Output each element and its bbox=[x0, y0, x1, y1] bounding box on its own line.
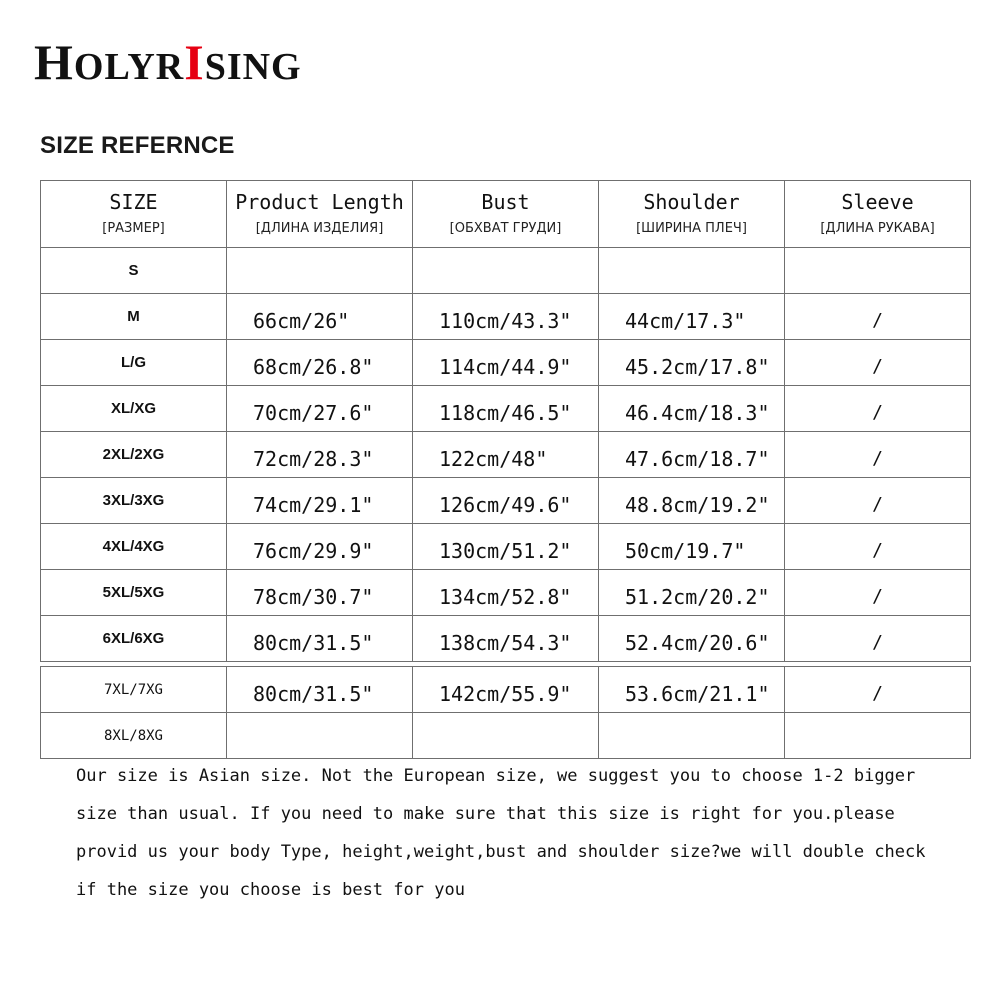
header-label: Product Length bbox=[235, 190, 404, 214]
length-value: 66cm/26" bbox=[227, 294, 413, 340]
table-row bbox=[41, 248, 971, 294]
sleeve-value bbox=[785, 248, 971, 294]
sleeve-value: / bbox=[785, 294, 971, 340]
table-row bbox=[41, 478, 971, 524]
header-label: Sleeve bbox=[841, 190, 914, 214]
header-label: Bust bbox=[481, 190, 530, 214]
length-value: 70cm/27.6" bbox=[227, 386, 413, 432]
bust-value: 134cm/52.8" bbox=[413, 570, 599, 616]
shoulder-value: 46.4cm/18.3" bbox=[599, 386, 785, 432]
length-value: 78cm/30.7" bbox=[227, 570, 413, 616]
table-row bbox=[41, 524, 971, 570]
page-title: SIZE REFERNCE bbox=[40, 132, 235, 159]
bust-value: 142cm/55.9" bbox=[413, 667, 599, 713]
brand-logo bbox=[34, 36, 302, 88]
shoulder-value: 47.6cm/18.7" bbox=[599, 432, 785, 478]
length-value: 74cm/29.1" bbox=[227, 478, 413, 524]
sleeve-value: / bbox=[785, 616, 971, 662]
sleeve-value: / bbox=[785, 432, 971, 478]
size-note bbox=[76, 757, 981, 909]
length-value: 68cm/26.8" bbox=[227, 340, 413, 386]
size-label: 2XL/2XG bbox=[41, 432, 227, 478]
header-sublabel: [ШИРИНА ПЛЕЧ] bbox=[636, 221, 747, 236]
bust-value: 122cm/48" bbox=[413, 432, 599, 478]
table-row bbox=[41, 570, 971, 616]
bust-value bbox=[413, 248, 599, 294]
header-sublabel: [ДЛИНА ИЗДЕЛИЯ] bbox=[255, 221, 384, 236]
sleeve-value: / bbox=[785, 570, 971, 616]
note-line: size than usual. If you need to make sure that this size is right for you.please bbox=[76, 804, 895, 824]
table-row bbox=[41, 713, 971, 759]
length-value bbox=[227, 248, 413, 294]
header-sublabel: [ОБХВАТ ГРУДИ] bbox=[449, 221, 562, 236]
length-value: 76cm/29.9" bbox=[227, 524, 413, 570]
header-label: SIZE bbox=[109, 190, 158, 214]
size-label: 8XL/8XG bbox=[41, 713, 227, 759]
table-row bbox=[41, 294, 971, 340]
length-value: 80cm/31.5" bbox=[227, 667, 413, 713]
bust-value: 138cm/54.3" bbox=[413, 616, 599, 662]
size-label: 7XL/7XG bbox=[41, 667, 227, 713]
logo-letters-sing: SING bbox=[204, 46, 302, 88]
sleeve-value: / bbox=[785, 667, 971, 713]
shoulder-value: 52.4cm/20.6" bbox=[599, 616, 785, 662]
shoulder-value: 50cm/19.7" bbox=[599, 524, 785, 570]
shoulder-value bbox=[599, 713, 785, 759]
size-label: L/G bbox=[41, 340, 227, 386]
header-size bbox=[41, 181, 227, 248]
note-line: provid us your body Type, height,weight,bust and shoulder size?we will double check bbox=[76, 842, 926, 862]
shoulder-value: 53.6cm/21.1" bbox=[599, 667, 785, 713]
size-label: 4XL/4XG bbox=[41, 524, 227, 570]
table-row bbox=[41, 386, 971, 432]
table-row bbox=[41, 667, 971, 713]
size-label: 6XL/6XG bbox=[41, 616, 227, 662]
sleeve-value: / bbox=[785, 386, 971, 432]
table-row bbox=[41, 616, 971, 662]
note-line: if the size you choose is best for you bbox=[76, 880, 465, 900]
table-row bbox=[41, 432, 971, 478]
note-line: Our size is Asian size. Not the European size, we suggest you to choose 1-2 bigger bbox=[76, 766, 916, 786]
table-header-row bbox=[41, 181, 971, 248]
bust-value bbox=[413, 713, 599, 759]
header-sublabel: [ДЛИНА РУКАВА] bbox=[820, 221, 935, 236]
logo-letters-olyr: OLYR bbox=[73, 46, 185, 88]
size-label: XL/XG bbox=[41, 386, 227, 432]
shoulder-value: 51.2cm/20.2" bbox=[599, 570, 785, 616]
bust-value: 126cm/49.6" bbox=[413, 478, 599, 524]
length-value bbox=[227, 713, 413, 759]
bust-value: 118cm/46.5" bbox=[413, 386, 599, 432]
size-label: M bbox=[41, 294, 227, 340]
size-label: 5XL/5XG bbox=[41, 570, 227, 616]
size-table bbox=[40, 180, 971, 759]
header-product-length bbox=[227, 181, 413, 248]
length-value: 80cm/31.5" bbox=[227, 616, 413, 662]
header-sleeve bbox=[785, 181, 971, 248]
bust-value: 114cm/44.9" bbox=[413, 340, 599, 386]
header-shoulder bbox=[599, 181, 785, 248]
logo-letter-h: H bbox=[34, 34, 74, 90]
sleeve-value: / bbox=[785, 478, 971, 524]
bust-value: 130cm/51.2" bbox=[413, 524, 599, 570]
length-value: 72cm/28.3" bbox=[227, 432, 413, 478]
shoulder-value: 45.2cm/17.8" bbox=[599, 340, 785, 386]
header-sublabel: [РАЗМЕР] bbox=[102, 221, 165, 236]
logo-letter-i: I bbox=[184, 34, 205, 90]
header-bust bbox=[413, 181, 599, 248]
sleeve-value bbox=[785, 713, 971, 759]
shoulder-value bbox=[599, 248, 785, 294]
shoulder-value: 48.8cm/19.2" bbox=[599, 478, 785, 524]
bust-value: 110cm/43.3" bbox=[413, 294, 599, 340]
shoulder-value: 44cm/17.3" bbox=[599, 294, 785, 340]
size-label: S bbox=[41, 248, 227, 294]
sleeve-value: / bbox=[785, 524, 971, 570]
sleeve-value: / bbox=[785, 340, 971, 386]
header-label: Shoulder bbox=[643, 190, 740, 214]
table-row bbox=[41, 340, 971, 386]
size-label: 3XL/3XG bbox=[41, 478, 227, 524]
